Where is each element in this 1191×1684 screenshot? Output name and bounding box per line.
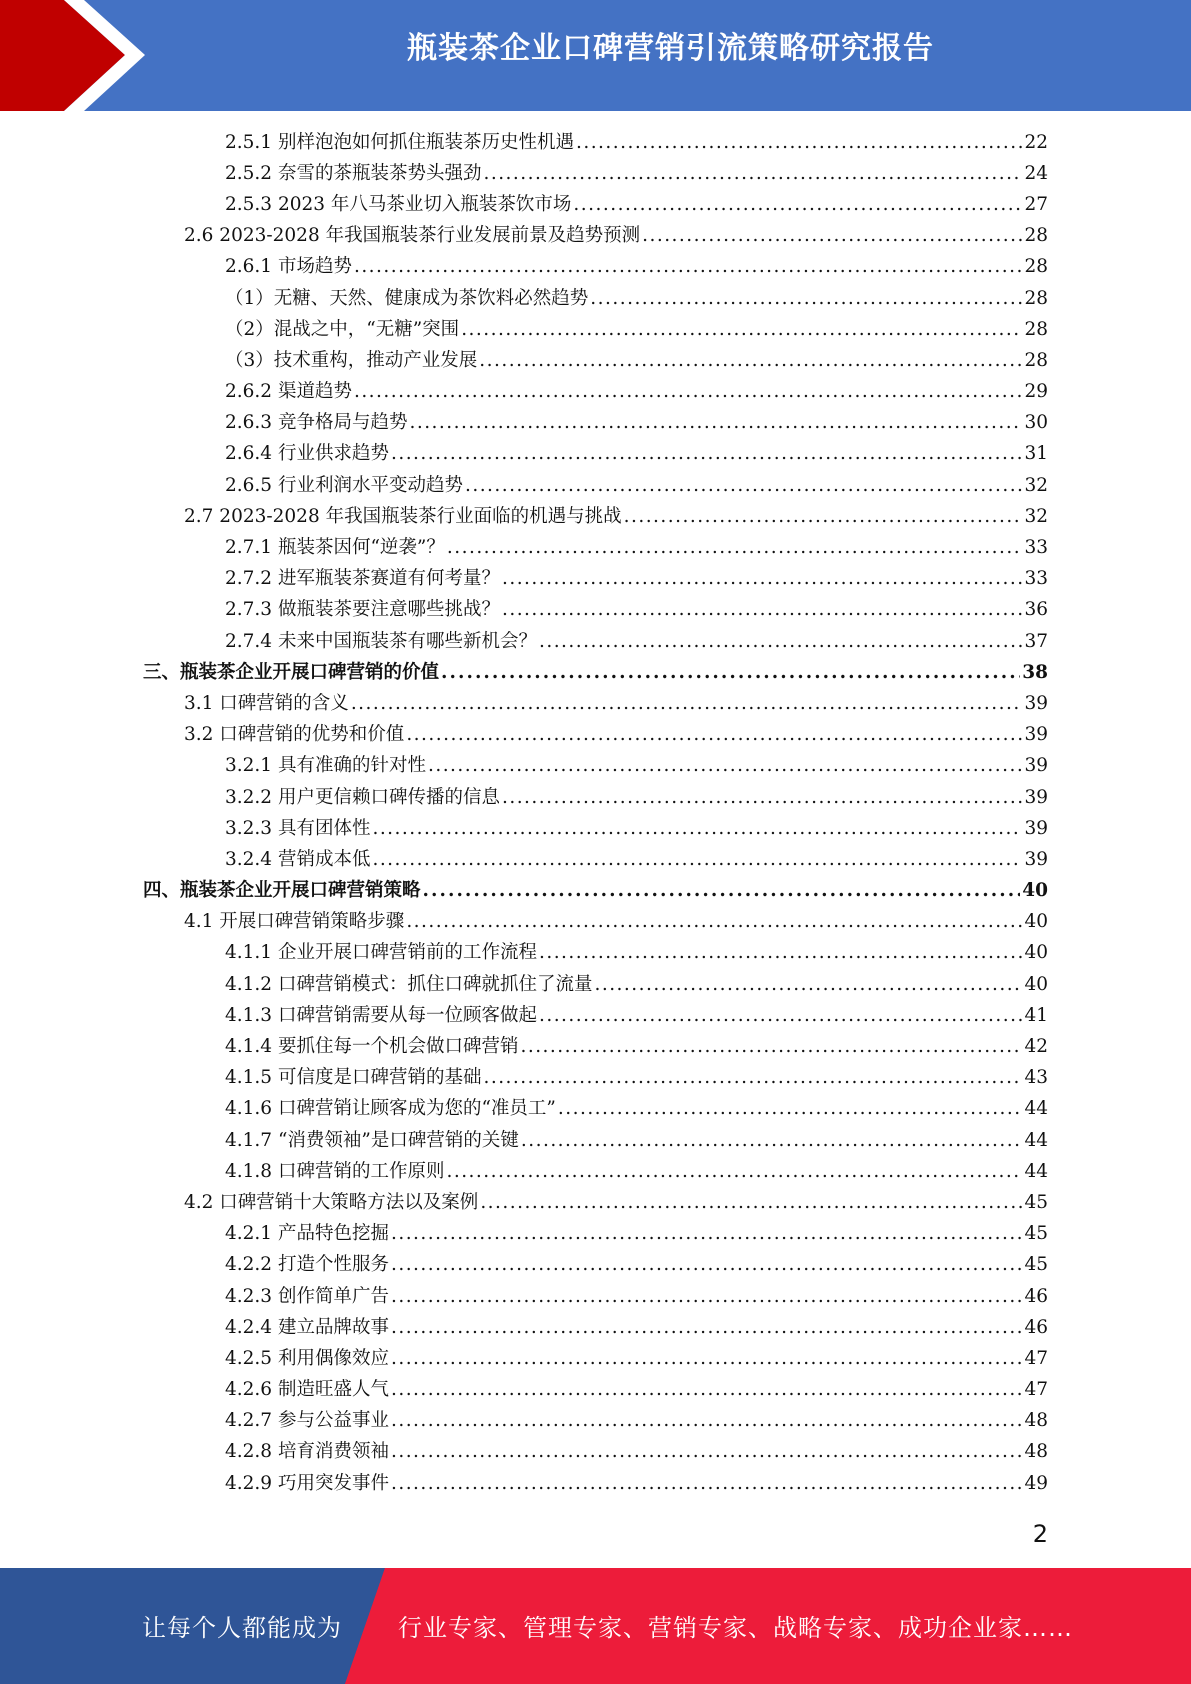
toc-entry[interactable]	[0, 127, 1191, 158]
toc-entry-title: 2.6.3 竞争格局与趋势	[225, 412, 408, 434]
toc-entry-page: 44	[1024, 1098, 1048, 1120]
toc-dot-leader	[391, 1439, 1022, 1465]
toc-entry[interactable]	[0, 1406, 1191, 1437]
toc-entry[interactable]	[0, 1063, 1191, 1094]
toc-entry-page: 38	[1022, 661, 1048, 683]
toc-entry-title: 4.2.6 制造旺盛人气	[225, 1379, 389, 1401]
toc-entry[interactable]	[0, 439, 1191, 470]
toc-entry-title: 3.1 口碑营销的含义	[184, 692, 349, 714]
toc-entry-page: 45	[1024, 1191, 1048, 1213]
header-arrow-decoration	[0, 0, 160, 111]
toc-entry[interactable]	[0, 158, 1191, 189]
toc-entry-page: 47	[1024, 1347, 1048, 1369]
toc-entry[interactable]	[0, 1468, 1191, 1499]
toc-entry-title: 4.1.7 “消费领袖”是口碑营销的关键	[225, 1129, 519, 1151]
toc-entry-title: （2）混战之中，“无糖”突围	[225, 318, 460, 340]
toc-entry[interactable]	[0, 470, 1191, 501]
toc-entry[interactable]	[0, 377, 1191, 408]
toc-entry-page: 24	[1024, 162, 1048, 184]
toc-entry-title: 2.7 2023-2028 年我国瓶装茶行业面临的机遇与挑战	[184, 505, 622, 527]
toc-entry-page: 44	[1024, 1160, 1048, 1182]
toc-entry-page: 39	[1024, 817, 1048, 839]
footer-slogan-left: 让每个人都能成为	[142, 1614, 342, 1642]
toc-entry-title: 4.1.1 企业开展口碑营销前的工作流程	[225, 942, 537, 964]
toc-entry-title: 4.2.1 产品特色挖掘	[225, 1223, 389, 1245]
toc-dot-leader	[461, 317, 1022, 343]
toc-dot-leader	[391, 441, 1022, 467]
toc-entry-title: 2.6.4 行业供求趋势	[225, 443, 389, 465]
toc-entry-title: 4.1.5 可信度是口碑营销的基础	[225, 1067, 482, 1089]
toc-entry-title: 2.6.2 渠道趋势	[225, 381, 352, 403]
toc-entry[interactable]	[0, 252, 1191, 283]
toc-entry-page: 44	[1024, 1129, 1048, 1151]
toc-dot-leader	[483, 1065, 1022, 1091]
toc-entry[interactable]	[0, 189, 1191, 220]
toc-dot-leader	[502, 566, 1022, 592]
toc-entry[interactable]	[0, 876, 1191, 907]
page-footer	[0, 1568, 1191, 1684]
toc-entry-page: 45	[1024, 1223, 1048, 1245]
toc-entry-page: 40	[1024, 911, 1048, 933]
toc-entry-page: 37	[1024, 630, 1048, 652]
toc-entry-page: 30	[1024, 412, 1048, 434]
toc-entry-title: 3.2.2 用户更信赖口碑传播的信息	[225, 786, 500, 808]
toc-entry-page: 31	[1024, 443, 1048, 465]
toc-entry[interactable]	[0, 813, 1191, 844]
toc-entry-title: （3）技术重构，推动产业发展	[225, 349, 478, 371]
toc-entry-page: 39	[1024, 692, 1048, 714]
toc-entry-title: 4.2.3 创作简单广告	[225, 1285, 389, 1307]
toc-entry-page: 47	[1024, 1379, 1048, 1401]
toc-entry-title: 2.5.3 2023 年八马茶业切入瓶装茶饮市场	[225, 193, 572, 215]
toc-dot-leader	[447, 535, 1023, 561]
toc-dot-leader	[423, 878, 1021, 904]
toc-entry-page: 40	[1022, 880, 1048, 902]
toc-entry-page: 48	[1024, 1410, 1048, 1432]
toc-dot-leader	[521, 1128, 1023, 1154]
toc-entry-page: 28	[1024, 256, 1048, 278]
toc-dot-leader	[354, 254, 1023, 280]
toc-entry[interactable]	[0, 1000, 1191, 1031]
toc-entry[interactable]	[0, 1250, 1191, 1281]
toc-entry[interactable]	[0, 1343, 1191, 1374]
toc-entry-title: 三、瓶装茶企业开展口碑营销的价值	[143, 661, 440, 683]
toc-dot-leader	[406, 722, 1022, 748]
toc-entry-page: 33	[1024, 537, 1048, 559]
toc-entry[interactable]	[0, 907, 1191, 938]
toc-dot-leader	[539, 629, 1022, 655]
toc-entry-page: 48	[1024, 1441, 1048, 1463]
toc-entry-title: 4.1.8 口碑营销的工作原则	[225, 1160, 445, 1182]
toc-entry[interactable]	[0, 564, 1191, 595]
toc-entry[interactable]	[0, 1187, 1191, 1218]
toc-entry-title: 2.6 2023-2028 年我国瓶装茶行业发展前景及趋势预测	[184, 225, 641, 247]
toc-entry-title: 4.1.3 口碑营销需要从每一位顾客做起	[225, 1004, 537, 1026]
toc-dot-leader	[642, 223, 1022, 249]
toc-entry-page: 46	[1024, 1316, 1048, 1338]
toc-dot-leader	[479, 348, 1022, 374]
toc-dot-leader	[480, 1190, 1022, 1216]
toc-dot-leader	[391, 1408, 1022, 1434]
toc-dot-leader	[354, 379, 1023, 405]
toc-entry-page: 45	[1024, 1254, 1048, 1276]
footer-slogan-right: 行业专家、管理专家、营销专家、战略专家、成功企业家……	[398, 1614, 1073, 1642]
toc-entry-title: 2.5.1 别样泡泡如何抓住瓶装茶历史性机遇	[225, 131, 574, 153]
toc-entry[interactable]	[0, 408, 1191, 439]
toc-entry-page: 39	[1024, 755, 1048, 777]
toc-entry-page: 39	[1024, 848, 1048, 870]
toc-entry-title: 2.5.2 奈雪的茶瓶装茶势头强劲	[225, 162, 482, 184]
toc-entry-page: 22	[1024, 131, 1048, 153]
toc-dot-leader	[502, 597, 1022, 623]
toc-dot-leader	[351, 691, 1023, 717]
toc-entry[interactable]	[0, 1219, 1191, 1250]
toc-entry-page: 40	[1024, 973, 1048, 995]
toc-entry-title: 2.7.1 瓶装茶因何“逆袭”？	[225, 537, 445, 559]
toc-dot-leader	[465, 473, 1022, 499]
toc-dot-leader	[391, 1221, 1022, 1247]
toc-entry[interactable]	[0, 221, 1191, 252]
toc-entry[interactable]	[0, 1375, 1191, 1406]
toc-dot-leader	[590, 286, 1022, 312]
toc-dot-leader	[539, 1003, 1022, 1029]
toc-dot-leader	[428, 753, 1022, 779]
toc-entry-page: 28	[1024, 349, 1048, 371]
toc-entry[interactable]	[0, 751, 1191, 782]
toc-dot-leader	[483, 161, 1022, 187]
toc-entry-title: 3.2.1 具有准确的针对性	[225, 755, 426, 777]
toc-entry-title: 3.2 口碑营销的优势和价值	[184, 724, 405, 746]
toc-dot-leader	[409, 410, 1022, 436]
toc-entry-title: 4.1.4 要抓住每一个机会做口碑营销	[225, 1036, 519, 1058]
toc-dot-leader	[573, 192, 1022, 218]
toc-dot-leader	[576, 130, 1022, 156]
toc-entry-page: 41	[1024, 1004, 1048, 1026]
toc-entry-title: 2.7.2 进军瓶装茶赛道有何考量？	[225, 568, 500, 590]
toc-entry-title: 4.1 开展口碑营销策略步骤	[184, 911, 405, 933]
toc-entry-page: 39	[1024, 724, 1048, 746]
toc-entry[interactable]	[0, 1281, 1191, 1312]
header-title: 瓶装茶企业口碑营销引流策略研究报告	[407, 31, 934, 66]
toc-entry-title: 4.2.5 利用偶像效应	[225, 1347, 389, 1369]
toc-dot-leader	[391, 1284, 1022, 1310]
toc-dot-leader	[391, 1377, 1022, 1403]
toc-dot-leader	[372, 847, 1022, 873]
toc-entry-page: 42	[1024, 1036, 1048, 1058]
toc-entry-page: 33	[1024, 568, 1048, 590]
toc-entry-page: 28	[1024, 318, 1048, 340]
toc-dot-leader	[391, 1346, 1022, 1372]
toc-dot-leader	[594, 972, 1022, 998]
toc-entry-title: 2.6.5 行业利润水平变动趋势	[225, 474, 463, 496]
toc-entry-page: 40	[1024, 942, 1048, 964]
toc-entry-page: 46	[1024, 1285, 1048, 1307]
toc-dot-leader	[502, 785, 1022, 811]
toc-entry-title: 4.1.2 口碑营销模式：抓住口碑就抓住了流量	[225, 973, 593, 995]
toc-entry-title: 2.7.3 做瓶装茶要注意哪些挑战？	[225, 599, 500, 621]
toc-entry-title: 4.2.7 参与公益事业	[225, 1410, 389, 1432]
toc-entry[interactable]	[0, 1312, 1191, 1343]
toc-dot-leader	[558, 1096, 1023, 1122]
toc-dot-leader	[624, 504, 1023, 530]
toc-entry-page: 39	[1024, 786, 1048, 808]
toc-dot-leader	[446, 1159, 1022, 1185]
toc-entry[interactable]	[0, 345, 1191, 376]
toc-entry[interactable]	[0, 844, 1191, 875]
toc-entry-title: 4.2.4 建立品牌故事	[225, 1316, 389, 1338]
toc-entry-title: 四、瓶装茶企业开展口碑营销策略	[143, 880, 421, 902]
toc-entry-page: 49	[1024, 1472, 1048, 1494]
toc-entry-title: （1）无糖、天然、健康成为茶饮料必然趋势	[225, 287, 589, 309]
toc-entry-page: 32	[1024, 474, 1048, 496]
toc-dot-leader	[539, 940, 1022, 966]
toc-entry-title: 4.2 口碑营销十大策略方法以及案例	[184, 1191, 479, 1213]
toc-entry-page: 43	[1024, 1067, 1048, 1089]
toc-entry[interactable]	[0, 1156, 1191, 1187]
toc-entry[interactable]	[0, 1094, 1191, 1125]
toc-entry[interactable]	[0, 626, 1191, 657]
toc-entry-title: 2.7.4 未来中国瓶装茶有哪些新机会？	[225, 630, 537, 652]
toc-entry-title: 4.2.2 打造个性服务	[225, 1254, 389, 1276]
toc-entry[interactable]	[0, 1437, 1191, 1468]
toc-dot-leader	[391, 1252, 1022, 1278]
toc-entry[interactable]	[0, 595, 1191, 626]
toc-entry-title: 2.6.1 市场趋势	[225, 256, 352, 278]
toc-entry[interactable]	[0, 782, 1191, 813]
toc-entry-page: 27	[1024, 193, 1048, 215]
page-header	[0, 0, 1191, 111]
page-number: 2	[1032, 1520, 1048, 1548]
toc-entry-page: 32	[1024, 505, 1048, 527]
toc-entry-title: 4.2.8 培育消费领袖	[225, 1441, 389, 1463]
toc-entry[interactable]	[0, 657, 1191, 688]
toc-entry-page: 28	[1024, 225, 1048, 247]
toc-entry[interactable]	[0, 532, 1191, 563]
toc-dot-leader	[441, 660, 1020, 686]
toc-entry-title: 3.2.4 营销成本低	[225, 848, 371, 870]
toc-entry[interactable]	[0, 501, 1191, 532]
toc-dot-leader	[406, 909, 1022, 935]
toc-entry-page: 28	[1024, 287, 1048, 309]
toc-entry-title: 4.1.6 口碑营销让顾客成为您的“准员工”	[225, 1098, 556, 1120]
toc-dot-leader	[520, 1034, 1022, 1060]
toc-entry[interactable]	[0, 688, 1191, 719]
toc-dot-leader	[391, 1315, 1022, 1341]
toc-entry-title: 3.2.3 具有团体性	[225, 817, 371, 839]
table-of-contents	[0, 127, 1191, 1499]
toc-dot-leader	[391, 1471, 1022, 1497]
toc-entry[interactable]	[0, 283, 1191, 314]
toc-entry[interactable]	[0, 1125, 1191, 1156]
toc-entry[interactable]	[0, 1031, 1191, 1062]
toc-dot-leader	[372, 816, 1022, 842]
toc-entry-page: 36	[1024, 599, 1048, 621]
toc-entry-title: 4.2.9 巧用突发事件	[225, 1472, 389, 1494]
toc-entry-page: 29	[1024, 381, 1048, 403]
toc-entry[interactable]	[0, 314, 1191, 345]
toc-entry[interactable]	[0, 938, 1191, 969]
toc-entry[interactable]	[0, 720, 1191, 751]
toc-entry[interactable]	[0, 969, 1191, 1000]
